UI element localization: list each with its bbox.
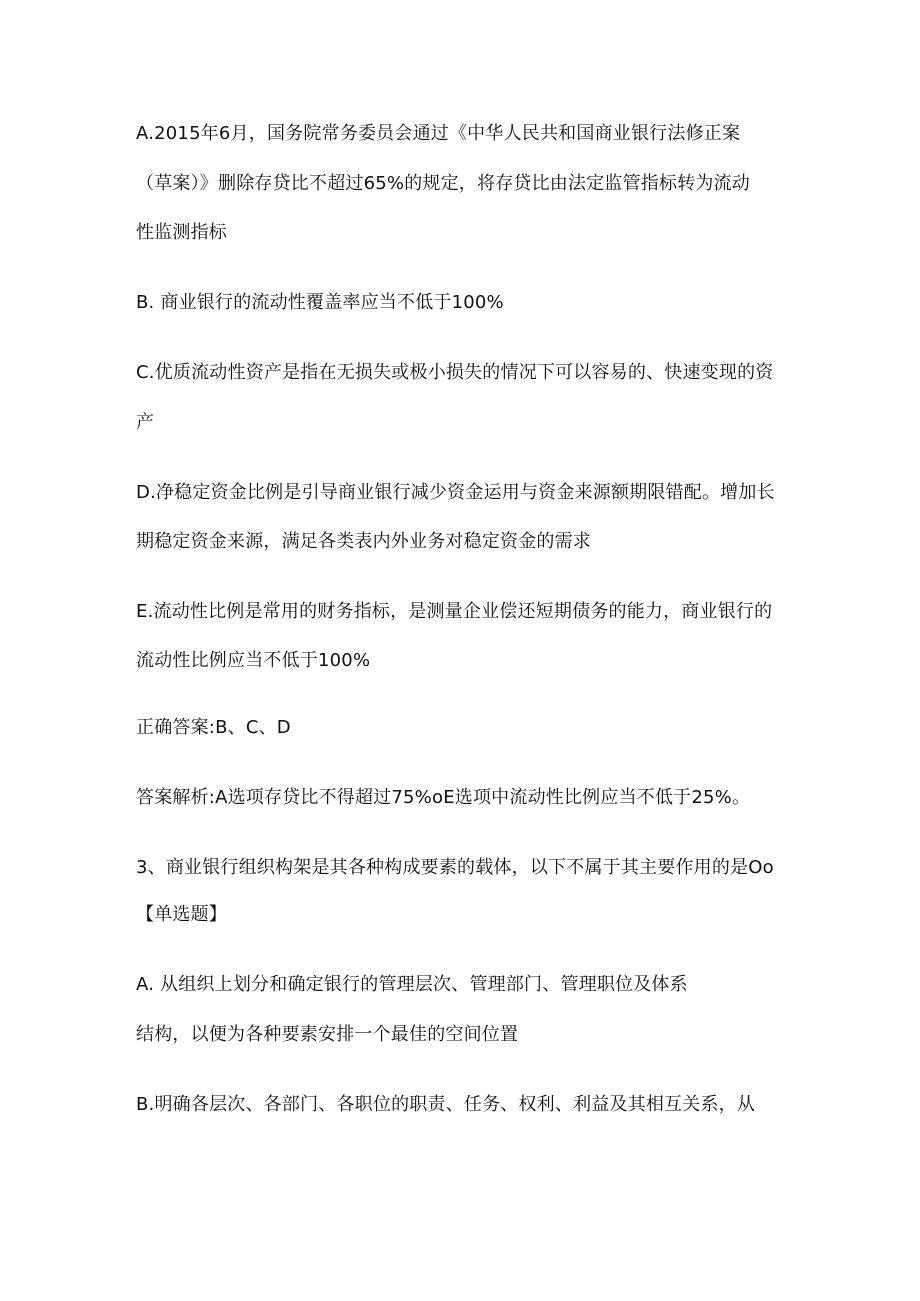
- question-3-stem: 3、商业银行组织构架是其各种构成要素的载体，以下不属于其主要作用的是Oo: [136, 857, 774, 878]
- option-a-line-3: 性监测指标: [136, 222, 227, 243]
- correct-answer: 正确答案:B、C、D: [136, 717, 291, 738]
- option-a-line-1: A.2015年6月，国务院常务委员会通过《中华人民共和国商业银行法修正案: [136, 123, 741, 144]
- question-type: 【单选题】: [136, 904, 227, 925]
- option-c-line-2: 产: [136, 412, 155, 433]
- option-d-line-1: D.净稳定资金比例是引导商业银行减少资金运用与资金来源额期限错配。增加长: [136, 482, 775, 503]
- option-e-line-2: 流动性比例应当不低于100%: [136, 650, 371, 671]
- answer-explanation: 答案解析:A选项存贷比不得超过75%oE选项中流动性比例应当不低于25%。: [136, 787, 751, 808]
- option-e-line-1: E.流动性比例是常用的财务指标，是测量企业偿还短期债务的能力，商业银行的: [136, 601, 773, 622]
- q3-option-b-line-1: B.明确各层次、各部门、各职位的职责、任务、权利、利益及其相互关系，从: [136, 1094, 756, 1115]
- option-a-line-2: （草案）》删除存贷比不超过65%的规定，将存贷比由法定监管指标转为流动: [136, 173, 751, 194]
- q3-option-a-line-1: A. 从组织上划分和确定银行的管理层次、管理部门、管理职位及体系: [136, 974, 688, 995]
- option-b-line-1: B. 商业银行的流动性覆盖率应当不低于100%: [136, 292, 504, 313]
- option-d-line-2: 期稳定资金来源，满足各类表内外业务对稳定资金的需求: [136, 531, 591, 552]
- option-c-line-1: C.优质流动性资产是指在无损失或极小损失的情况下可以容易的、快速变现的资: [136, 362, 774, 383]
- q3-option-a-line-2: 结构，以便为各种要素安排一个最佳的空间位置: [136, 1024, 519, 1045]
